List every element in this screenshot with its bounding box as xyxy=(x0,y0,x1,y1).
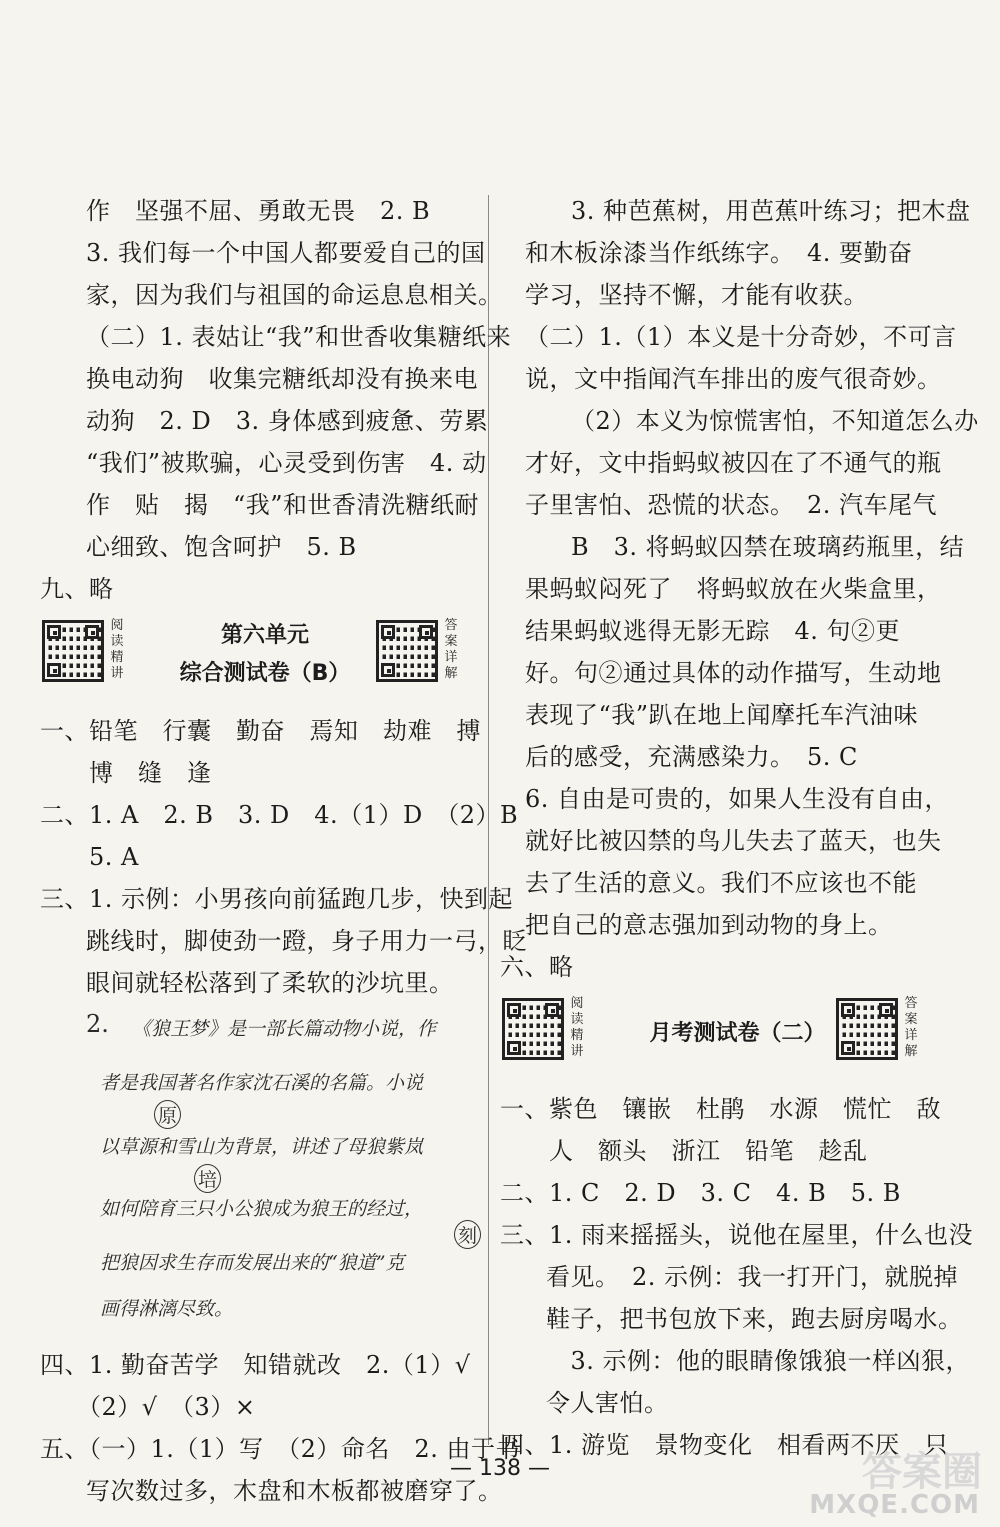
text-line: 五、（一）1.（1）写 （2）命名 2. 由于书 xyxy=(40,1435,520,1463)
text-line: 三、1. 雨来摇摇头，说他在屋里，什么也没 xyxy=(500,1221,974,1249)
hw-line: 者是我国著名作家沈石溪的名篇。小说 xyxy=(100,1072,424,1094)
text-line: 鞋子，把书包放下来，跑去厨房喝水。 xyxy=(546,1305,963,1333)
text-line: 三、1. 示例：小男孩向前猛跑几步，快到起 xyxy=(40,885,514,913)
text-line: “我们”被欺骗，心灵受到伤害 4. 动 xyxy=(86,449,487,477)
text-line: 才好，文中指蚂蚁被囚在了不通气的瓶 xyxy=(525,449,942,477)
text-line: 结果蚂蚁逃得无影无踪 4. 句②更 xyxy=(525,617,901,645)
qr-label: 阅读精讲 xyxy=(110,618,124,681)
qr-code-icon[interactable] xyxy=(376,620,438,682)
qr-label: 阅读精讲 xyxy=(570,996,584,1059)
text-line: 换电动狗 收集完糖纸却没有换来电 xyxy=(86,365,478,393)
text-line: 5. A xyxy=(40,843,139,871)
watermark-logo: 答案圈 xyxy=(862,1449,982,1495)
hw-correction: 培 xyxy=(194,1164,221,1193)
text-line: 一、紫色 镶嵌 杜鹃 水源 慌忙 敌 xyxy=(500,1095,941,1123)
hw-line: 把狼因求生存而发展出来的“狼道”克 xyxy=(100,1252,405,1274)
text-line: 表现了“我”趴在地上闻摩托车汽油味 xyxy=(525,701,919,729)
qr-label: 答案详解 xyxy=(904,996,918,1059)
handwriting-correction xyxy=(86,1004,490,1320)
text-line: 学习，坚持不懈，才能有收获。 xyxy=(525,281,868,309)
text-line: 6. 自由是可贵的，如果人生没有自由， xyxy=(525,785,950,813)
text-line: 四、1. 勤奋苦学 知错就改 2.（1）√ xyxy=(40,1351,471,1379)
section-title: 月考测试卷（二） xyxy=(649,1021,826,1046)
text-line: 果蚂蚁闷死了 将蚂蚁放在火柴盒里， xyxy=(525,575,942,603)
text-line: 写次数过多，木盘和木板都被磨穿了。 xyxy=(86,1477,503,1505)
text-line: （2）√ （3）× xyxy=(40,1393,256,1421)
text-line: 家，因为我们与祖国的命运息息相关。 xyxy=(86,281,503,309)
watermark-url: MXQE.COM xyxy=(809,1490,980,1520)
text-line: （二）1.（1）本义是十分奇妙，不可言 xyxy=(525,323,957,351)
hw-line: 《狼王梦》是一部长篇动物小说，作 xyxy=(132,1018,437,1040)
left-block-a xyxy=(40,190,512,610)
text-line: （2）本义为惊慌害怕，不知道怎么办 xyxy=(571,407,979,435)
text-line: 好。句②通过具体的动作描写，生动地 xyxy=(525,659,942,687)
section-header-unit6 xyxy=(40,614,490,706)
hw-line: 画得淋漓尽致。 xyxy=(100,1298,234,1320)
hw-correction: 原 xyxy=(154,1100,181,1129)
text-line: 说，文中指闻汽车排出的废气很奇妙。 xyxy=(525,365,942,393)
text-line: 四、1. 游览 景物变化 相看两不厌 只 xyxy=(500,1431,949,1459)
right-block-b xyxy=(500,1088,975,1466)
text-line: 子里害怕、恐慌的状态。 2. 汽车尾气 xyxy=(525,491,938,519)
text-line: 令人害怕。 xyxy=(546,1389,669,1417)
text-line: （二）1. 表姑让“我”和世香收集糖纸来 xyxy=(86,323,512,351)
section-header-monthly xyxy=(500,992,975,1084)
text-line: 3. 种芭蕉树，用芭蕉叶练习；把木盘 xyxy=(571,197,971,225)
text-line: 作 贴 揭 “我”和世香清洗糖纸耐 xyxy=(86,491,480,519)
text-line: 博 缝 逢 xyxy=(40,759,212,787)
text-line: 六、略 xyxy=(500,953,574,981)
text-line: B 3. 将蚂蚁囚禁在玻璃药瓶里，结 xyxy=(571,533,965,561)
qr-code-icon[interactable] xyxy=(836,998,898,1060)
section-subtitle: 综合测试卷（B） xyxy=(179,661,351,686)
text-line: 看见。 2. 示例：我一打开门，就脱掉 xyxy=(546,1263,959,1291)
page-number: — 138 — xyxy=(450,1456,550,1481)
text-line: 就好比被囚禁的鸟儿失去了蓝天，也失 xyxy=(525,827,942,855)
section-title: 第六单元 xyxy=(220,623,309,648)
left-block-b xyxy=(40,710,527,1004)
qr-label: 答案详解 xyxy=(444,618,458,681)
text-line: 二、1. A 2. B 3. D 4.（1）D （2）B xyxy=(40,801,519,829)
text-line: 人 额头 浙江 铅笔 趁乱 xyxy=(500,1137,868,1165)
text-line: 二、1. C 2. D 3. C 4. B 5. B xyxy=(500,1179,901,1207)
hw-line: 以草源和雪山为背景，讲述了母狼紫岚 xyxy=(100,1136,424,1158)
text-line: 和木板涂漆当作纸练字。 4. 要勤奋 xyxy=(525,239,913,267)
hw-correction: 刻 xyxy=(454,1220,481,1249)
text-line: 3. 我们每一个中国人都要爱自己的国 xyxy=(86,239,486,267)
right-block-a xyxy=(500,190,979,988)
text-line: 作 坚强不屈、勇敢无畏 2. B xyxy=(86,197,431,225)
text-line: 九、略 xyxy=(40,575,114,603)
right-column xyxy=(500,190,979,1466)
text-line: 把自己的意志强加到动物的身上。 xyxy=(525,911,893,939)
hw-line: 如何陪育三只小公狼成为狼王的经过， xyxy=(100,1198,424,1220)
text-line: 后的感受，充满感染力。 5. C xyxy=(525,743,858,771)
text-line: 去了生活的意义。我们不应该也不能 xyxy=(525,869,917,897)
text-line: 跳线时，脚使劲一蹬，身子用力一弓，眨 xyxy=(86,927,527,955)
hw-number: 2. xyxy=(86,1010,109,1038)
text-line: 一、铅笔 行囊 勤奋 焉知 劫难 搏 xyxy=(40,717,481,745)
text-line: 动狗 2. D 3. 身体感到疲惫、劳累 xyxy=(86,407,489,435)
text-line: 3. 示例：他的眼睛像饿狼一样凶狠， xyxy=(546,1347,971,1375)
text-line: 眼间就轻松落到了柔软的沙坑里。 xyxy=(86,969,454,997)
text-line: 心细致、饱含呵护 5. B xyxy=(86,533,357,561)
